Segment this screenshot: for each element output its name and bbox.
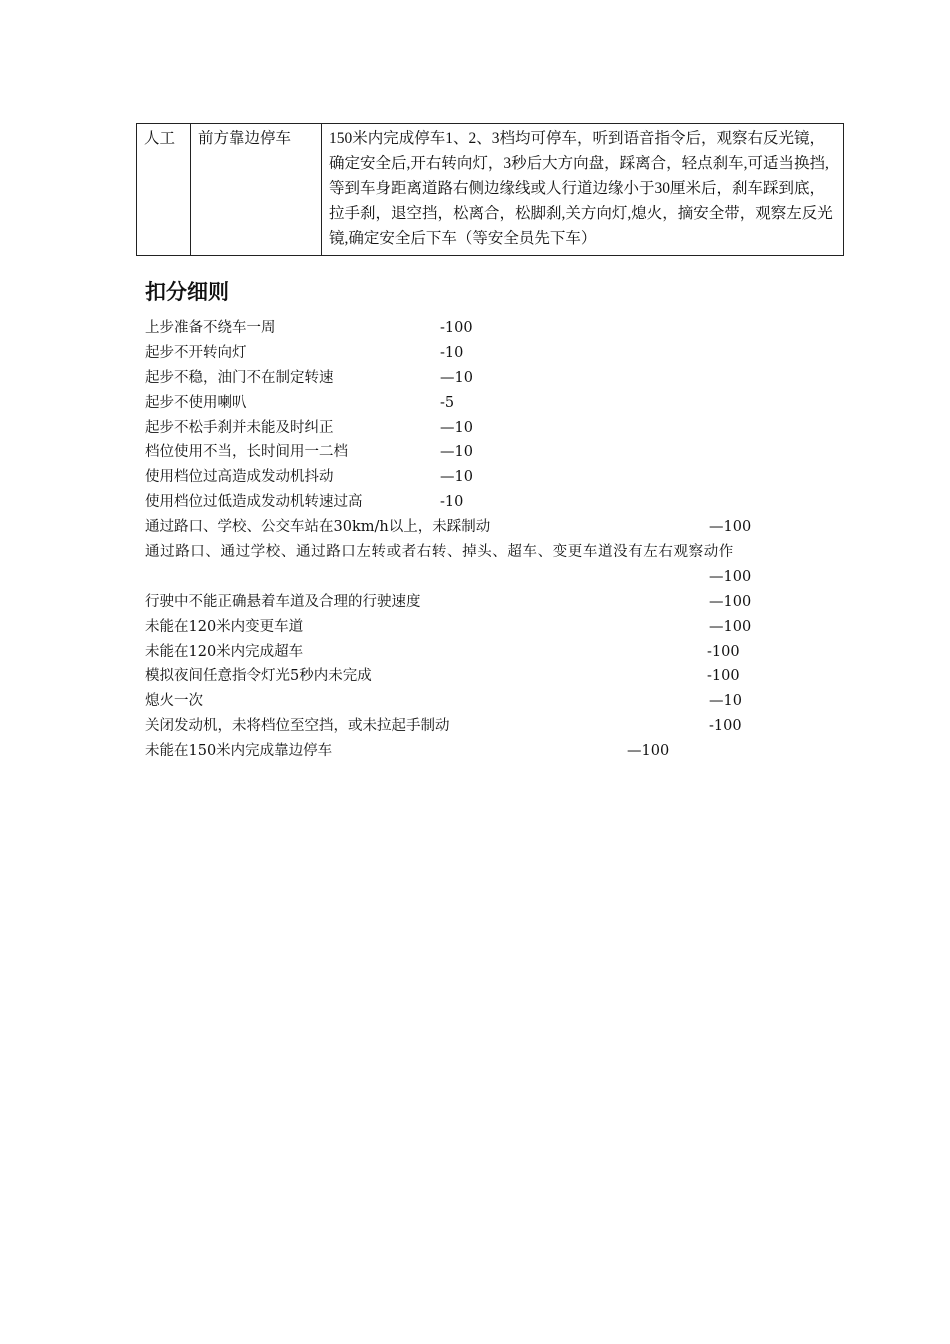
deduction-text: 起步不使用喇叭 (145, 394, 247, 411)
deductions-heading: 扣分细则 (145, 280, 229, 304)
deduction-points: -100 (707, 668, 740, 685)
deduction-text: 通过路口、学校、公交车站在30km/h以上，未踩制动 (145, 519, 491, 536)
deduction-points: —10 (709, 693, 742, 710)
deduction-item (145, 316, 905, 341)
deduction-text: 起步不松手刹并未能及时纠正 (145, 419, 334, 436)
deduction-item (145, 640, 905, 665)
deduction-points: —10 (440, 419, 473, 436)
deduction-points: -100 (707, 643, 740, 660)
deduction-item (145, 391, 905, 416)
deduction-list (145, 316, 905, 764)
deduction-points: —100 (709, 568, 752, 585)
deduction-points: —10 (440, 369, 473, 386)
description-cell: 150米内完成停车1、2、3档均可停车，听到语音指令后，观察右反光镜，确定安全后,开右转向灯，3秒后大方向盘，踩离合，轻点刹车,可适当换挡,等到车身距离道路右侧边缘线或人行道边缘小于30厘米后，刹车踩到底，拉手刹，退空挡，松离合，松脚刹,关方向灯,熄火，摘安全带，观察左反光镜,确定安全后下车（等安全员先下车） (322, 124, 844, 256)
deduction-points: -5 (440, 394, 455, 411)
deduction-item (145, 465, 905, 490)
deduction-text: 上步准备不绕车一周 (145, 320, 276, 336)
deduction-item (145, 416, 905, 441)
deduction-text: 档位使用不当，长时间用一二档 (145, 444, 348, 461)
deduction-item (145, 590, 905, 615)
deduction-text: 起步不开转向灯 (145, 344, 247, 361)
deduction-item (145, 615, 905, 640)
deduction-item (145, 515, 905, 540)
deduction-points: —10 (440, 469, 473, 486)
deduction-item (145, 440, 905, 465)
item-cell: 前方靠边停车 (191, 124, 322, 256)
deduction-item (145, 689, 905, 714)
deduction-item (145, 490, 905, 515)
deduction-points: —100 (709, 519, 752, 536)
deduction-text: 熄火一次 (145, 693, 203, 710)
deduction-item (145, 664, 905, 689)
deduction-text: 未能在120米内变更车道 (145, 618, 304, 635)
deduction-text: 使用档位过高造成发动机抖动 (145, 469, 334, 486)
deduction-item (145, 739, 905, 764)
category-cell: 人工 (137, 124, 191, 256)
deduction-text: 未能在120米内完成超车 (145, 643, 304, 660)
deduction-item (145, 714, 905, 739)
deduction-text: 模拟夜间任意指令灯光5秒内未完成 (145, 668, 372, 685)
deduction-item (145, 366, 905, 391)
deduction-points: —10 (440, 444, 473, 461)
deduction-points: -100 (440, 320, 473, 336)
deduction-points: -100 (709, 718, 742, 735)
deduction-text: 未能在150米内完成靠边停车 (145, 743, 333, 760)
procedure-table (136, 123, 844, 256)
deduction-text: 使用档位过低造成发动机转速过高 (145, 494, 363, 511)
deduction-points: —100 (627, 743, 670, 760)
deduction-item (145, 540, 905, 590)
deduction-points: -10 (440, 494, 464, 511)
deduction-item (145, 341, 905, 366)
deduction-text: 行驶中不能正确悬着车道及合理的行驶速度 (145, 593, 421, 610)
deduction-points: -10 (440, 344, 464, 361)
deduction-text: 通过路口、通过学校、通过路口左转或者右转、掉头、超车、变更车道没有左右观察动作 (145, 544, 734, 561)
table-row (137, 124, 844, 256)
deduction-points: —100 (709, 593, 752, 610)
deduction-text: 起步不稳，油门不在制定转速 (145, 369, 334, 386)
deduction-points: —100 (709, 618, 752, 635)
deduction-text: 关闭发动机，未将档位至空挡，或未拉起手制动 (145, 718, 450, 735)
